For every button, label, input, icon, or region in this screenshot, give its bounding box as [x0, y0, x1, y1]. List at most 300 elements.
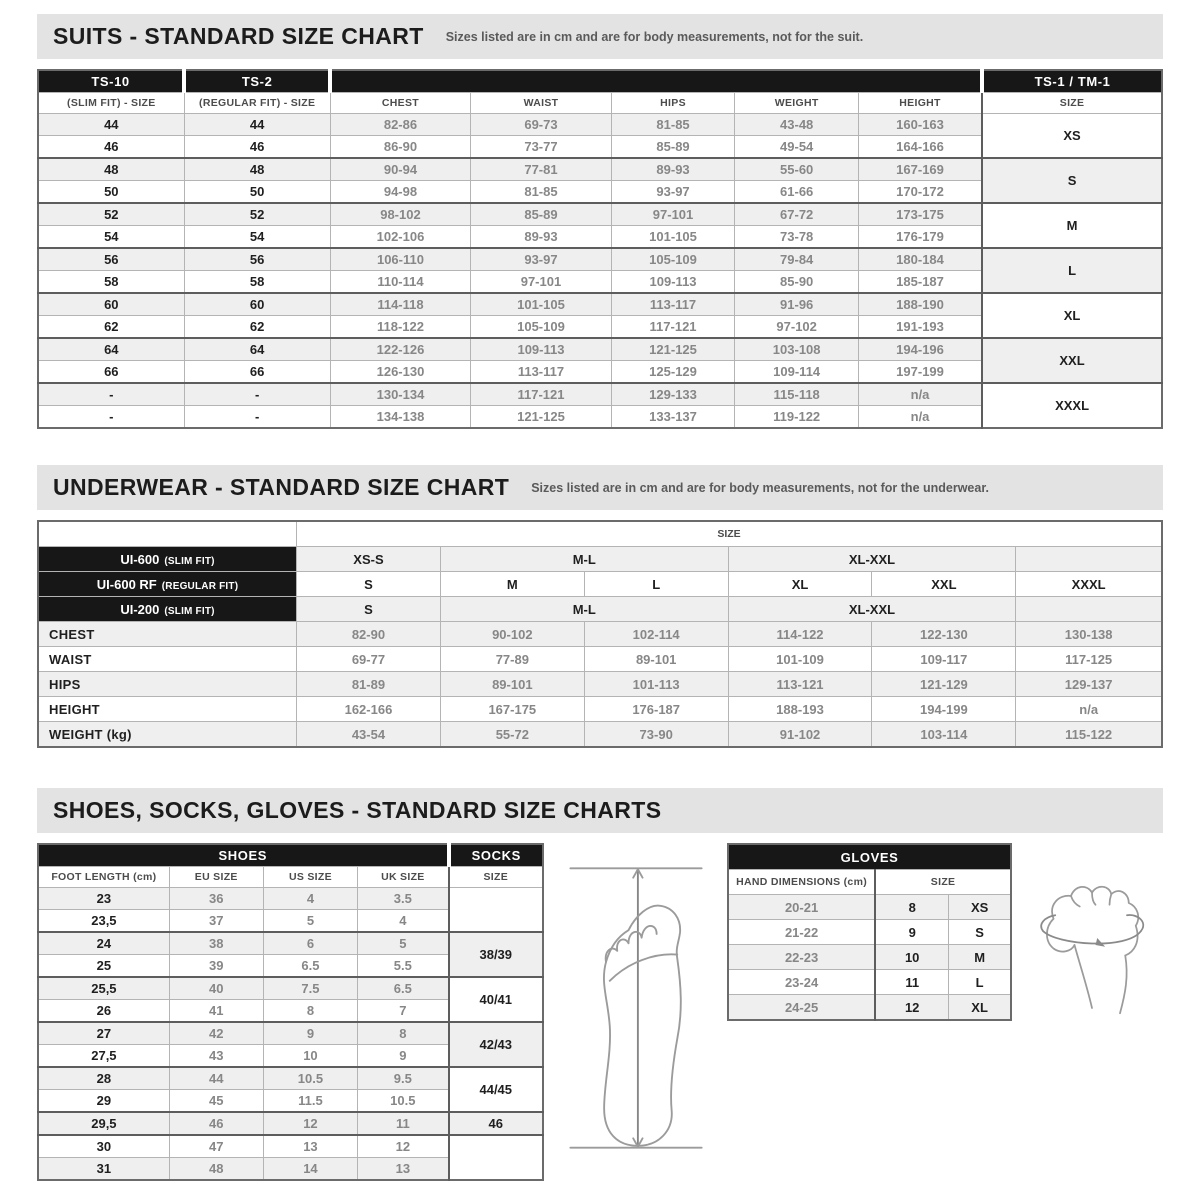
suits-subcol-size: SIZE: [982, 93, 1162, 114]
suits-size-group-cell: XXL: [982, 338, 1162, 383]
underwear-product-row: [38, 572, 1162, 597]
underwear-size-cell: XL: [728, 572, 872, 597]
gloves-header: GLOVES: [728, 844, 1011, 870]
gloves-size-number-cell: 12: [875, 995, 949, 1021]
foot-illustration-wrap: [544, 843, 727, 1169]
suits-cell: 66: [184, 361, 330, 384]
shoes-socks-table-wrap: [37, 843, 544, 1181]
suits-cell: n/a: [858, 406, 982, 429]
underwear-measure-label: WAIST: [38, 647, 297, 672]
shoes-cell: 25: [38, 955, 169, 978]
suits-cell: -: [38, 406, 184, 429]
suits-cell: 50: [38, 181, 184, 204]
underwear-size-cell: XXL: [872, 572, 1016, 597]
hand-illustration-wrap: [1012, 843, 1162, 1034]
shoes-cell: 40: [169, 977, 263, 1000]
suits-cell: 129-133: [611, 383, 735, 406]
underwear-measure-cell: 77-89: [440, 647, 584, 672]
suits-cell: 194-196: [858, 338, 982, 361]
shoes-cell: 27,5: [38, 1045, 169, 1068]
shoes-subheader-row: [38, 867, 543, 888]
suits-cell: 46: [38, 136, 184, 159]
shoes-row: [38, 888, 543, 910]
suits-cell: 55-60: [735, 158, 859, 181]
suits-size-group-cell: M: [982, 203, 1162, 248]
shoes-subcol-foot-length: FOOT LENGTH (cm): [38, 867, 169, 888]
suits-row: [38, 203, 1162, 226]
underwear-measure-cell: n/a: [1016, 697, 1162, 722]
shoes-cell: 30: [38, 1135, 169, 1158]
underwear-measure-row: [38, 647, 1162, 672]
underwear-header-spacer: [38, 521, 297, 547]
suits-subcol-weight: WEIGHT: [735, 93, 859, 114]
shoes-cell: 8: [358, 1022, 449, 1045]
underwear-measure-cell: 89-101: [440, 672, 584, 697]
gloves-table: [727, 843, 1012, 1021]
underwear-product-name: UI-600 RF: [96, 576, 157, 592]
shoes-socks-table: [37, 843, 544, 1181]
suits-cell: 62: [184, 316, 330, 339]
shoes-cell: 11: [358, 1112, 449, 1135]
shoes-cell: 6: [263, 932, 357, 955]
suits-cell: 133-137: [611, 406, 735, 429]
shoes-cell: 23: [38, 888, 169, 910]
gloves-row: [728, 920, 1011, 945]
underwear-size-cell: L: [584, 572, 728, 597]
suits-cell: 197-199: [858, 361, 982, 384]
underwear-measure-cell: 117-125: [1016, 647, 1162, 672]
suits-cell: 164-166: [858, 136, 982, 159]
suits-cell: 176-179: [858, 226, 982, 249]
suits-cell: 52: [184, 203, 330, 226]
suits-cell: 81-85: [471, 181, 612, 204]
suits-row: [38, 114, 1162, 136]
suits-subcol-slim-fit: (SLIM FIT) - SIZE: [38, 93, 184, 114]
suits-cell: 50: [184, 181, 330, 204]
suits-cell: 73-78: [735, 226, 859, 249]
underwear-size-header: SIZE: [297, 521, 1162, 547]
suits-cell: 93-97: [611, 181, 735, 204]
foot-length-measurement-icon: [561, 847, 711, 1169]
shoes-cell: 28: [38, 1067, 169, 1090]
gloves-hand-cell: 21-22: [728, 920, 875, 945]
shoes-row: [38, 1067, 543, 1090]
socks-size-group-cell: 42/43: [449, 1022, 543, 1067]
suits-row: [38, 383, 1162, 406]
shoes-cell: 4: [263, 888, 357, 910]
shoes-cell: 8: [263, 1000, 357, 1023]
underwear-measure-cell: 91-102: [728, 722, 872, 748]
underwear-section-header: [37, 465, 1163, 510]
shoes-cell: 5.5: [358, 955, 449, 978]
suits-cell: 86-90: [330, 136, 471, 159]
underwear-size-header-row: [38, 521, 1162, 547]
suits-cell: 122-126: [330, 338, 471, 361]
suits-cell: 98-102: [330, 203, 471, 226]
suits-cell: 103-108: [735, 338, 859, 361]
suits-cell: 117-121: [471, 383, 612, 406]
shoes-cell: 29,5: [38, 1112, 169, 1135]
suits-cell: 102-106: [330, 226, 471, 249]
suits-cell: 97-102: [735, 316, 859, 339]
shoes-cell: 25,5: [38, 977, 169, 1000]
underwear-measure-cell: 176-187: [584, 697, 728, 722]
suits-size-table: [37, 69, 1163, 429]
shoes-subcol-uk: UK SIZE: [358, 867, 449, 888]
gloves-hand-cell: 23-24: [728, 970, 875, 995]
underwear-measure-row: [38, 722, 1162, 748]
suits-cell: 81-85: [611, 114, 735, 136]
suits-subcol-height: HEIGHT: [858, 93, 982, 114]
shoes-cell: 7.5: [263, 977, 357, 1000]
suits-cell: 121-125: [611, 338, 735, 361]
suits-cell: 60: [184, 293, 330, 316]
underwear-size-cell: XS-S: [297, 547, 441, 572]
gloves-size-number-cell: 11: [875, 970, 949, 995]
underwear-measure-label: HEIGHT: [38, 697, 297, 722]
suits-row: [38, 158, 1162, 181]
underwear-measure-cell: 167-175: [440, 697, 584, 722]
shoes-cell: 6.5: [263, 955, 357, 978]
shoes-cell: 46: [169, 1112, 263, 1135]
gloves-size-letter-cell: XL: [949, 995, 1011, 1021]
suits-cell: 60: [38, 293, 184, 316]
shoes-cell: 12: [263, 1112, 357, 1135]
shoes-cell: 36: [169, 888, 263, 910]
suits-size-group-cell: XL: [982, 293, 1162, 338]
shoes-cell: 3.5: [358, 888, 449, 910]
shoes-row: [38, 1135, 543, 1158]
suits-cell: -: [184, 406, 330, 429]
underwear-size-cell: S: [297, 572, 441, 597]
suits-cell: 48: [184, 158, 330, 181]
shoes-cell: 43: [169, 1045, 263, 1068]
socks-size-group-cell: 40/41: [449, 977, 543, 1022]
suits-cell: 188-190: [858, 293, 982, 316]
suits-subtitle: Sizes listed are in cm and are for body measurements, not for the suit.: [445, 29, 864, 44]
suits-size-group-cell: XS: [982, 114, 1162, 159]
gloves-hand-cell: 24-25: [728, 995, 875, 1021]
suits-row: [38, 338, 1162, 361]
underwear-measure-cell: 89-101: [584, 647, 728, 672]
shoes-cell: 37: [169, 910, 263, 933]
shoes-cell: 10.5: [358, 1090, 449, 1113]
shoes-row: [38, 977, 543, 1000]
shoes-cell: 48: [169, 1158, 263, 1181]
gloves-black-header-row: [728, 844, 1011, 870]
suits-cell: 105-109: [611, 248, 735, 271]
underwear-size-cell: [1016, 547, 1162, 572]
shoes-cell: 4: [358, 910, 449, 933]
suits-cell: 101-105: [471, 293, 612, 316]
gloves-table-wrap: [727, 843, 1012, 1021]
underwear-measure-cell: 109-117: [872, 647, 1016, 672]
suits-subcol-waist: WAIST: [471, 93, 612, 114]
underwear-measure-cell: 114-122: [728, 622, 872, 647]
underwear-size-cell: XXXL: [1016, 572, 1162, 597]
suits-cell: 85-89: [611, 136, 735, 159]
underwear-measure-cell: 82-90: [297, 622, 441, 647]
suits-col-ts10: TS-10: [38, 70, 184, 93]
underwear-product-label: [38, 572, 297, 597]
suits-cell: 77-81: [471, 158, 612, 181]
gloves-size-letter-cell: L: [949, 970, 1011, 995]
shoes-header: SHOES: [38, 844, 449, 867]
underwear-product-fit: (SLIM FIT): [164, 605, 215, 617]
shoes-cell: 13: [358, 1158, 449, 1181]
suits-size-group-cell: XXXL: [982, 383, 1162, 428]
gloves-row: [728, 945, 1011, 970]
suits-cell: 167-169: [858, 158, 982, 181]
shoes-cell: 31: [38, 1158, 169, 1181]
suits-cell: 85-90: [735, 271, 859, 294]
socks-header: SOCKS: [449, 844, 543, 867]
underwear-measure-row: [38, 697, 1162, 722]
suits-cell: 44: [184, 114, 330, 136]
shoes-cell: 23,5: [38, 910, 169, 933]
suits-cell: 109-114: [735, 361, 859, 384]
underwear-product-fit: (SLIM FIT): [164, 555, 215, 567]
socks-size-group-cell: 38/39: [449, 932, 543, 977]
suits-subcol-regular-fit: (REGULAR FIT) - SIZE: [184, 93, 330, 114]
underwear-size-cell: [1016, 597, 1162, 622]
suits-cell: 93-97: [471, 248, 612, 271]
shoes-cell: 38: [169, 932, 263, 955]
shoes-cell: 6.5: [358, 977, 449, 1000]
suits-cell: 119-122: [735, 406, 859, 429]
gloves-size-number-cell: 9: [875, 920, 949, 945]
socks-size-group-cell: [449, 1135, 543, 1180]
shoes-cell: 45: [169, 1090, 263, 1113]
suits-cell: 79-84: [735, 248, 859, 271]
suits-cell: 58: [184, 271, 330, 294]
suits-cell: 117-121: [611, 316, 735, 339]
suits-cell: 54: [38, 226, 184, 249]
underwear-measure-cell: 101-109: [728, 647, 872, 672]
underwear-measure-cell: 90-102: [440, 622, 584, 647]
shoes-subcol-us: US SIZE: [263, 867, 357, 888]
suits-cell: 54: [184, 226, 330, 249]
gloves-row: [728, 895, 1011, 920]
underwear-measure-cell: 101-113: [584, 672, 728, 697]
gloves-size-number-cell: 10: [875, 945, 949, 970]
suits-cell: 49-54: [735, 136, 859, 159]
suits-section-header: [37, 14, 1163, 59]
underwear-product-row: [38, 597, 1162, 622]
gloves-subcol-size: SIZE: [875, 870, 1011, 895]
suits-cell: 89-93: [611, 158, 735, 181]
underwear-measure-cell: 55-72: [440, 722, 584, 748]
suits-cell: 73-77: [471, 136, 612, 159]
underwear-measure-cell: 162-166: [297, 697, 441, 722]
suits-cell: 56: [184, 248, 330, 271]
suits-cell: 58: [38, 271, 184, 294]
suits-cell: 160-163: [858, 114, 982, 136]
shoes-cell: 9: [358, 1045, 449, 1068]
suits-cell: 114-118: [330, 293, 471, 316]
shoes-cell: 29: [38, 1090, 169, 1113]
suits-cell: 126-130: [330, 361, 471, 384]
gloves-size-letter-cell: XS: [949, 895, 1011, 920]
gloves-size-letter-cell: M: [949, 945, 1011, 970]
gloves-subheader-row: [728, 870, 1011, 895]
suits-cell: 82-86: [330, 114, 471, 136]
underwear-measure-cell: 121-129: [872, 672, 1016, 697]
suits-cell: 90-94: [330, 158, 471, 181]
suits-section: [37, 14, 1163, 429]
suits-cell: 109-113: [611, 271, 735, 294]
shoes-black-header-row: [38, 844, 543, 867]
footwear-section: [37, 788, 1163, 1181]
suits-cell: 67-72: [735, 203, 859, 226]
suits-cell: 113-117: [611, 293, 735, 316]
underwear-size-table: [37, 520, 1163, 748]
suits-cell: 85-89: [471, 203, 612, 226]
underwear-size-cell: M-L: [440, 597, 728, 622]
shoes-cell: 39: [169, 955, 263, 978]
suits-cell: 180-184: [858, 248, 982, 271]
gloves-hand-cell: 22-23: [728, 945, 875, 970]
suits-cell: 115-118: [735, 383, 859, 406]
shoes-cell: 41: [169, 1000, 263, 1023]
suits-cell: n/a: [858, 383, 982, 406]
suits-cell: 121-125: [471, 406, 612, 429]
underwear-size-cell: S: [297, 597, 441, 622]
underwear-measure-cell: 69-77: [297, 647, 441, 672]
underwear-measure-cell: 115-122: [1016, 722, 1162, 748]
underwear-measure-row: [38, 672, 1162, 697]
shoes-cell: 5: [358, 932, 449, 955]
footwear-title: SHOES, SOCKS, GLOVES - STANDARD SIZE CHARTS: [53, 797, 662, 823]
suits-cell: 125-129: [611, 361, 735, 384]
underwear-measure-cell: 81-89: [297, 672, 441, 697]
suits-cell: 118-122: [330, 316, 471, 339]
shoes-cell: 11.5: [263, 1090, 357, 1113]
suits-subcol-hips: HIPS: [611, 93, 735, 114]
underwear-measure-cell: 113-121: [728, 672, 872, 697]
shoes-cell: 12: [358, 1135, 449, 1158]
shoes-cell: 47: [169, 1135, 263, 1158]
underwear-product-name: UI-200: [120, 601, 160, 617]
suits-header-spacer: [330, 70, 982, 93]
underwear-size-cell: M-L: [440, 547, 728, 572]
gloves-subcol-hand-dimensions: HAND DIMENSIONS (cm): [728, 870, 875, 895]
shoes-row: [38, 932, 543, 955]
underwear-product-fit: (REGULAR FIT): [161, 580, 239, 592]
underwear-product-row: [38, 547, 1162, 572]
gloves-row: [728, 970, 1011, 995]
suits-col-ts2: TS-2: [184, 70, 330, 93]
underwear-subtitle: Sizes listed are in cm and are for body measurements, not for the underwear.: [531, 480, 989, 495]
suits-cell: 44: [38, 114, 184, 136]
suits-title: SUITS - STANDARD SIZE CHART: [53, 23, 424, 49]
shoes-cell: 13: [263, 1135, 357, 1158]
suits-subheader-row: [38, 93, 1162, 114]
suits-row: [38, 248, 1162, 271]
suits-cell: 43-48: [735, 114, 859, 136]
underwear-measure-cell: 102-114: [584, 622, 728, 647]
shoes-cell: 44: [169, 1067, 263, 1090]
shoes-row: [38, 1022, 543, 1045]
socks-size-group-cell: [449, 888, 543, 933]
underwear-measure-label: WEIGHT (kg): [38, 722, 297, 748]
suits-cell: 64: [38, 338, 184, 361]
underwear-title: UNDERWEAR - STANDARD SIZE CHART: [53, 474, 510, 500]
suits-cell: 130-134: [330, 383, 471, 406]
underwear-product-label: [38, 547, 297, 572]
underwear-measure-row: [38, 622, 1162, 647]
socks-subcol-size: SIZE: [449, 867, 543, 888]
underwear-measure-label: HIPS: [38, 672, 297, 697]
shoes-cell: 9: [263, 1022, 357, 1045]
suits-cell: 109-113: [471, 338, 612, 361]
suits-cell: 110-114: [330, 271, 471, 294]
shoes-cell: 9.5: [358, 1067, 449, 1090]
underwear-section: [37, 465, 1163, 748]
suits-cell: -: [184, 383, 330, 406]
suits-cell: 170-172: [858, 181, 982, 204]
suits-cell: 105-109: [471, 316, 612, 339]
hand-circumference-measurement-icon: [1022, 849, 1162, 1034]
underwear-measure-cell: 194-199: [872, 697, 1016, 722]
gloves-size-number-cell: 8: [875, 895, 949, 920]
underwear-product-name: UI-600: [120, 551, 160, 567]
shoes-cell: 26: [38, 1000, 169, 1023]
suits-cell: 191-193: [858, 316, 982, 339]
suits-cell: 91-96: [735, 293, 859, 316]
suits-subcol-chest: CHEST: [330, 93, 471, 114]
underwear-measure-cell: 122-130: [872, 622, 1016, 647]
shoes-cell: 27: [38, 1022, 169, 1045]
suits-cell: 97-101: [471, 271, 612, 294]
suits-cell: 97-101: [611, 203, 735, 226]
suits-cell: 101-105: [611, 226, 735, 249]
underwear-size-cell: XL-XXL: [728, 597, 1016, 622]
suits-cell: 46: [184, 136, 330, 159]
suits-row: [38, 293, 1162, 316]
suits-size-group-cell: L: [982, 248, 1162, 293]
suits-cell: -: [38, 383, 184, 406]
suits-cell: 185-187: [858, 271, 982, 294]
shoes-cell: 5: [263, 910, 357, 933]
underwear-size-cell: M: [440, 572, 584, 597]
suits-cell: 173-175: [858, 203, 982, 226]
underwear-size-cell: XL-XXL: [728, 547, 1016, 572]
suits-cell: 64: [184, 338, 330, 361]
underwear-measure-cell: 103-114: [872, 722, 1016, 748]
underwear-product-label: [38, 597, 297, 622]
underwear-measure-label: CHEST: [38, 622, 297, 647]
suits-cell: 113-117: [471, 361, 612, 384]
shoes-cell: 24: [38, 932, 169, 955]
underwear-measure-cell: 43-54: [297, 722, 441, 748]
suits-cell: 69-73: [471, 114, 612, 136]
suits-cell: 106-110: [330, 248, 471, 271]
suits-black-header-row: [38, 70, 1162, 93]
suits-cell: 94-98: [330, 181, 471, 204]
shoes-cell: 14: [263, 1158, 357, 1181]
suits-cell: 134-138: [330, 406, 471, 429]
underwear-measure-cell: 129-137: [1016, 672, 1162, 697]
suits-cell: 61-66: [735, 181, 859, 204]
suits-col-ts1-tm1: TS-1 / TM-1: [982, 70, 1162, 93]
gloves-size-letter-cell: S: [949, 920, 1011, 945]
shoes-cell: 7: [358, 1000, 449, 1023]
underwear-measure-cell: 188-193: [728, 697, 872, 722]
shoes-subcol-eu: EU SIZE: [169, 867, 263, 888]
gloves-row: [728, 995, 1011, 1021]
underwear-measure-cell: 73-90: [584, 722, 728, 748]
